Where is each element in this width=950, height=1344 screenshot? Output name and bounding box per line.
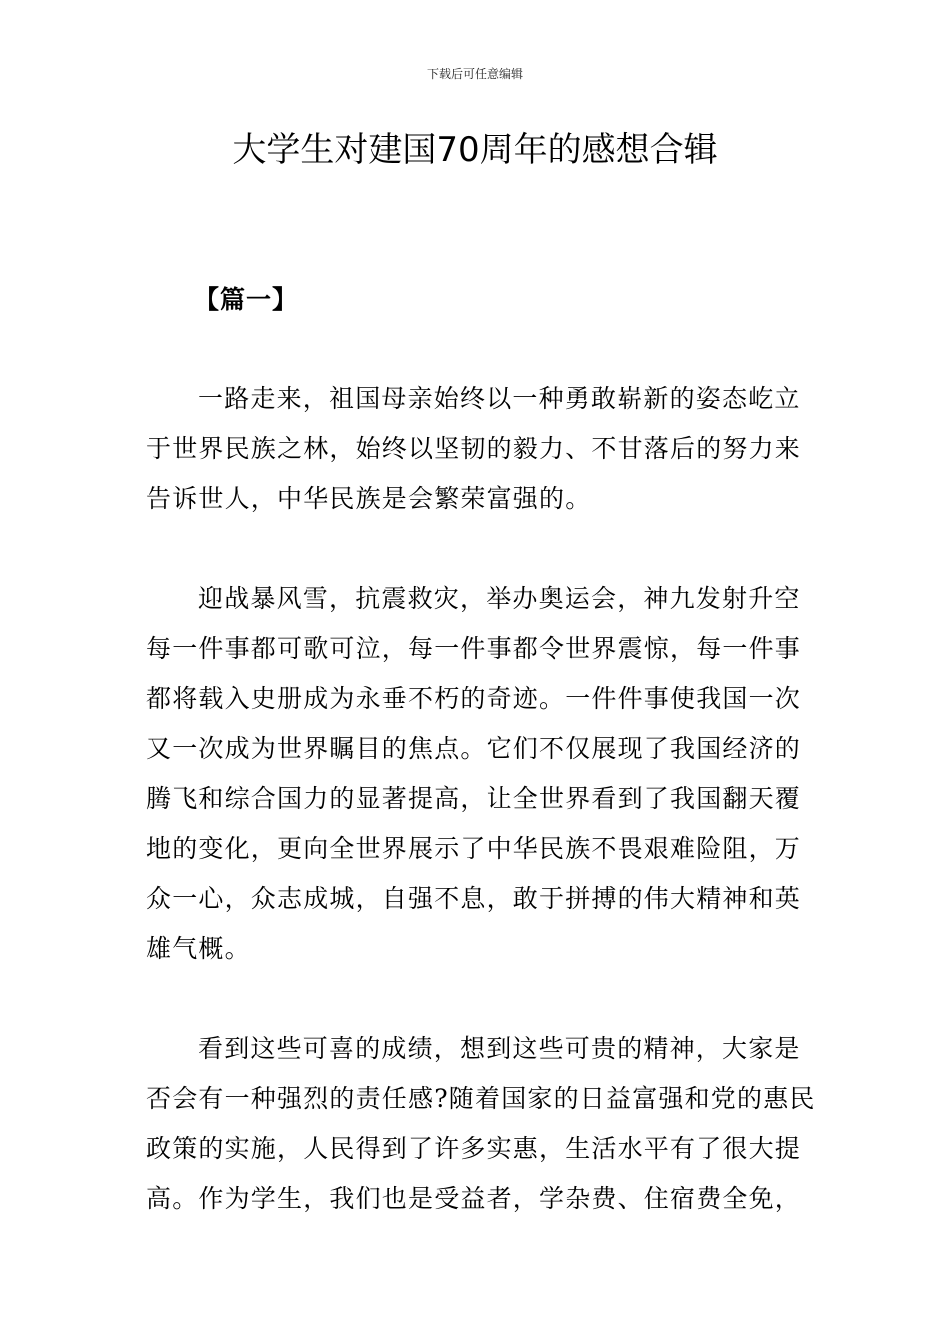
paragraph-line: 高。作为学生，我们也是受益者，学杂费、住宿费全免， [146, 1184, 802, 1213]
paragraph-line: 迎战暴风雪，抗震救灾，举办奥运会，神九发射升空 [198, 584, 801, 613]
paragraph-1 [146, 374, 808, 524]
paragraph-line: 雄气概。 [146, 934, 251, 963]
paragraph-line: 又一次成为世界瞩目的焦点。它们不仅展现了我国经济的 [146, 734, 802, 763]
paragraph-line: 每一件事都可歌可泣，每一件事都令世界震惊，每一件事 [146, 634, 802, 663]
paragraph-line: 政策的实施，人民得到了许多实惠，生活水平有了很大提 [146, 1134, 802, 1163]
document-title: 大学生对建国70周年的感想合辑 [232, 130, 718, 170]
paragraph-line: 否会有一种强烈的责任感?随着国家的日益富强和党的惠民 [146, 1084, 816, 1113]
paragraph-line: 腾飞和综合国力的显著提高，让全世界看到了我国翻天覆 [146, 784, 802, 813]
paragraph-line: 看到这些可喜的成绩，想到这些可贵的精神，大家是 [198, 1034, 801, 1063]
paragraph-line: 都将载入史册成为永垂不朽的奇迹。一件件事使我国一次 [146, 684, 802, 713]
section-label: 【篇一】 [194, 285, 299, 314]
paragraph-line: 告诉世人，中华民族是会繁荣富强的。 [146, 484, 592, 513]
paragraph-3 [146, 1024, 816, 1224]
paragraph-line: 于世界民族之林，始终以坚韧的毅力、不甘落后的努力来 [146, 434, 802, 463]
paragraph-2 [146, 574, 808, 974]
paragraph-line: 众一心，众志成城，自强不息，敢于拼搏的伟大精神和英 [146, 884, 802, 913]
paragraph-line: 地的变化，更向全世界展示了中华民族不畏艰难险阻，万 [146, 834, 802, 863]
paragraph-line: 一路走来，祖国母亲始终以一种勇敢崭新的姿态屹立 [198, 384, 801, 413]
header-note: 下载后可任意编辑 [426, 67, 523, 81]
